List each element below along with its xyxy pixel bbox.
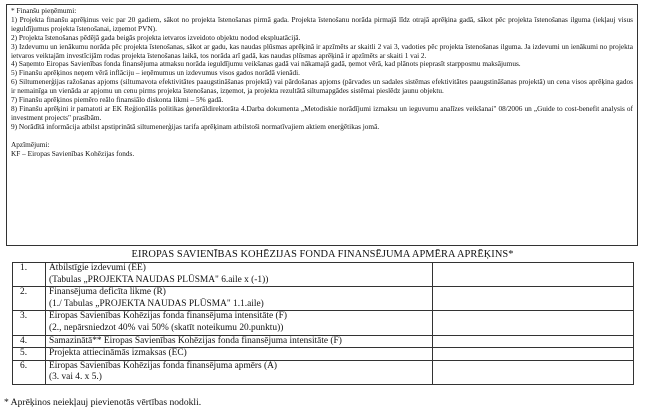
- assumption-item-3: 3) Izdevumu un ienākumu norāda pēc projekta īstenošanas, sākot ar gadu, kas naudas plūsmas aprēķinā ir apzīmēts ar skaitli 2 vai 3, vadoties pēc projekta īstenošanas ilguma. Ja izdevumi un ienākumi no projekta ietvaros veiktajām investīcijām rodas projekta īstenošanas laikā, tos norāda arī gadā, kas naudas plūsmas aprēķinā ir apzīmēts ar skaiti 1 vai 2.: [11, 41, 633, 60]
- row-number: 5.: [13, 348, 46, 361]
- row-description: [46, 263, 433, 287]
- row-formula: (3. vai 4. x 5.): [49, 372, 102, 383]
- vat-footnote: * Aprēķinos neiekļauj pievienotās vērtības nodokli.: [4, 397, 202, 408]
- row-label: Eiropas Savienības Kohēzijas fonda finansējuma apmērs (A): [49, 360, 278, 371]
- row-label: Samazinātā** Eiropas Savienības Kohēzijas fonda finansējuma intensitāte (F): [49, 335, 342, 346]
- row-number: 3.: [13, 311, 46, 335]
- row-description: [46, 360, 433, 384]
- assumption-item-9: 9) Norādītā informācija atbilst apstiprinātā siltumenerģijas tarifa aprēķinam atbilstoši normatīvajiem aktiem enerģētikas jomā.: [11, 121, 380, 131]
- calculation-title: EIROPAS SAVIENĪBAS KOHĒZIJAS FONDA FINANSĒJUMA APMĒRA APRĒĶINS*: [131, 249, 514, 260]
- row-number: 2.: [13, 287, 46, 311]
- assumptions-title: * Finanšu pieņēmumi:: [11, 6, 77, 15]
- assumption-item-5: 5) Finanšu aprēķinos neņem vērā inflāciju – ieņēmumus un izdevumus visos gados norādā vienādi.: [11, 68, 300, 78]
- row-formula: (Tabulas „PROJEKTA NAUDAS PLŪSMA" 6.aile x (-1)): [49, 274, 269, 285]
- abbreviations-title: Apzīmējumi:: [11, 139, 50, 149]
- row-label: Projekta attiecināmās izmaksas (EC): [49, 348, 187, 359]
- row-description: [46, 311, 433, 335]
- assumption-item-1: 1) Projekta finanšu aprēķinus veic par 20 gadiem, sākot no projekta īstenošanas pirmā gada. Projekta īstenošanu norāda pirmajā līdz otrajā aprēķina gadā, sākot pēc projekta īstenošanas ilguma (iekļauj visus ieguldījumus projekta īstenošanai, izņemot PVN).: [11, 14, 633, 33]
- row-value-cell[interactable]: [433, 311, 634, 335]
- row-description: [46, 335, 433, 348]
- table-row: [13, 263, 634, 287]
- assumption-item-2: 2) Projekta īstenošanas pēdējā gada beigās projekta ietvaros izveidoto objektu nodod ekspluatācijā.: [11, 32, 301, 42]
- table-row: [13, 360, 634, 384]
- row-value-cell[interactable]: [433, 263, 634, 287]
- row-formula: (1./ Tabulas „PROJEKTA NAUDAS PLŪSMA" 1.1.aile): [49, 298, 264, 309]
- row-formula: (2., nepārsniedzot 40% vai 50% (skatīt noteikumu 20.punktu)): [49, 322, 284, 333]
- row-number: 6.: [13, 360, 46, 384]
- row-label: Eiropas Savienības Kohēzijas fonda finansējuma intensitāte (F): [49, 311, 287, 322]
- financial-assumptions-box: [6, 4, 638, 246]
- calculation-table: [12, 262, 634, 385]
- row-value-cell[interactable]: [433, 360, 634, 384]
- assumption-item-4: 4) Saņemto Eiropas Savienības fonda finansējuma atmaksu norāda ieguldījumu veikšanas gadā vai nākamajā gadā, ņemot vērā, kad plānots pieprasīt starpposmu maksājumus.: [11, 59, 521, 69]
- abbreviation-kf: KF – Eiropas Savienības Kohēzijas fonds.: [11, 148, 135, 158]
- row-value-cell[interactable]: [433, 335, 634, 348]
- spacer: [11, 132, 633, 141]
- assumption-item-6: 6) Siltumenerģijas ražošanas apjoms (siltumavota efektivitātes paaugstināšanas projektā) vai pārdošanas apjoms (pārvades un sadales sistēmas efektivitātes paaugstināšanas projektā) un cena visos aprēķina gados ir nemainīga un vienāda ar apjomu un cenu pirms projekta īstenošanas, izņemot, ja projekta rezultātā siltumapgādes sistēmai pieslēdz jaunu objektu.: [11, 77, 633, 96]
- row-value-cell[interactable]: [433, 348, 634, 361]
- assumption-item-7: 7) Finanšu aprēķinos piemēro reālo finansiālo diskonta likmi – 5% gadā.: [11, 95, 224, 105]
- row-value-cell[interactable]: [433, 287, 634, 311]
- row-label: Finansējuma deficīta likme (R): [49, 287, 166, 298]
- row-number: 4.: [13, 335, 46, 348]
- assumption-item-8: 8) Finanšu aprēķini ir pamatoti ar EK Reģionālās politikas ģenerāldirektorāta 4.Darba dokumenta „Metodiskie norādījumi izmaksu un ieguvumu analīzes veikšanai" 08/2006 un „Guide to cost-benefit analysis of investment projects" prasībām.: [11, 103, 633, 122]
- row-description: [46, 348, 433, 361]
- row-number: 1.: [13, 263, 46, 287]
- row-label: Atbilstīgie izdevumi (EE): [49, 263, 146, 273]
- table-row: [13, 348, 634, 361]
- table-row: [13, 311, 634, 335]
- table-row: [13, 335, 634, 348]
- row-description: [46, 287, 433, 311]
- table-row: [13, 287, 634, 311]
